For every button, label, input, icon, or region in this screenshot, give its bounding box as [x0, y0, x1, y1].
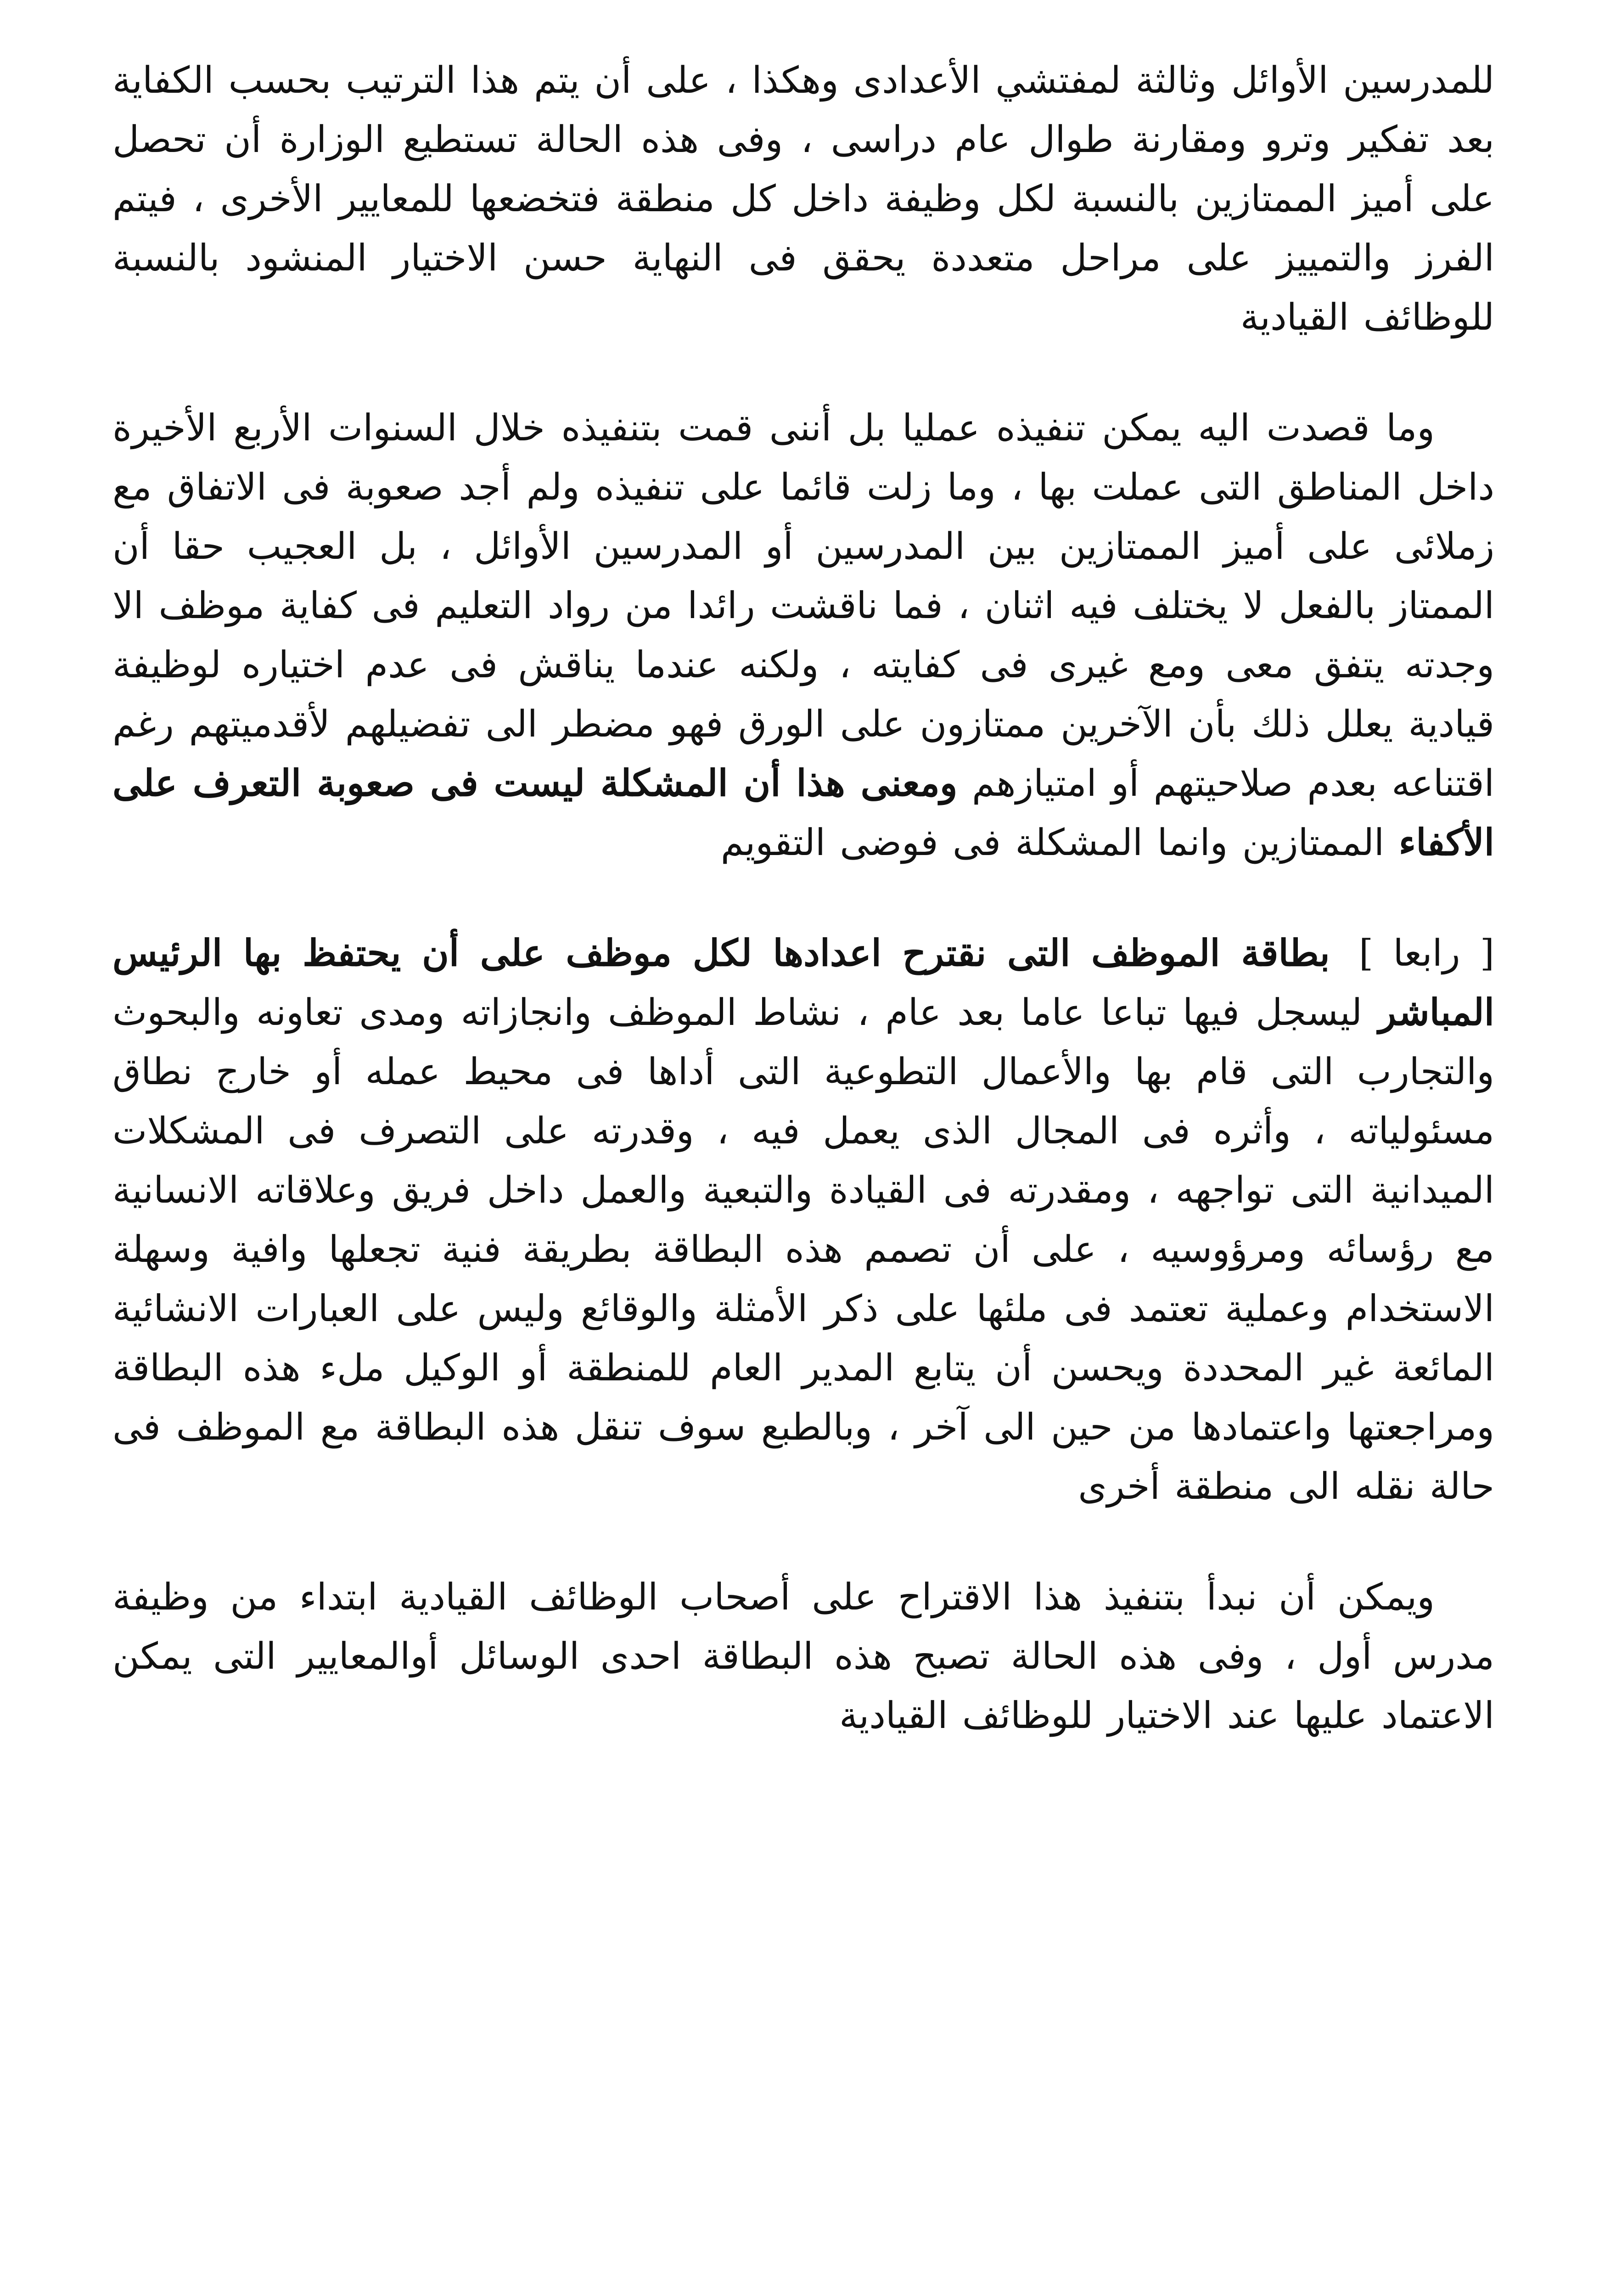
- paragraph-2: [112, 398, 1494, 872]
- paragraph-1-text: للمدرسين الأوائل وثالثة لمفتشي الأعدادى وهكذا ، على أن يتم هذا الترتيب بحسب الكفاية بعد تفكير وترو ومقارنة طوال عام دراسى ، وفى هذه الحالة تستطيع الوزارة أن تحصل على أميز الممتازين بالنسبة لكل وظيفة داخل كل منطقة فتخضعها للمعايير الأخرى ، فيتم الفرز والتمييز على مراحل متعددة يحقق فى النهاية حسن الاختيار المنشود بالنسبة للوظائف القيادية: [112, 59, 1495, 338]
- section-marker: [ رابعا ]: [1358, 932, 1495, 974]
- paragraph-1: [112, 51, 1494, 347]
- paragraph-3-text: ليسجل فيها تباعا عاما بعد عام ، نشاط الموظف وانجازاته ومدى تعاونه والبحوث والتجارب التى قام بها والأعمال التطوعية التى أداها فى محيط عمله أو خارج نطاق مسئولياته ، وأثره فى المجال الذى يعمل فيه ، وقدرته على التصرف فى المشكلات الميدانية التى تواجهه ، ومقدرته فى القيادة والتبعية والعمل داخل فريق وعلاقاته الانسانية مع رؤسائه ومرؤوسيه ، على أن تصمم هذه البطاقة بطريقة فنية تجعلها وافية وسهلة الاستخدام وعملية تعتمد فى ملئها على ذكر الأمثلة والوقائع وليس على العبارات الانشائية المائعة غير المحددة ويحسن أن يتابع المدير العام للمنطقة أو الوكيل ملء هذه البطاقة ومراجعتها واعتمادها من حين الى آخر ، وبالطبع سوف تنقل هذه البطاقة مع الموظف فى حالة نقله الى منطقة أخرى: [112, 991, 1494, 1508]
- paragraph-4-text: ويمكن أن نبدأ بتنفيذ هذا الاقتراح على أصحاب الوظائف القيادية ابتداء من وظيفة مدرس أول ، وفى هذه الحالة تصبح هذه البطاقة احدى الوسائل أوالمعايير التى يمكن الاعتماد عليها عند الاختيار للوظائف القيادية: [112, 1576, 1494, 1737]
- paragraph-2-emphasis: ومعنى هذا أن المشكلة ليست فى صعوبة التعرف على الأكفاء: [112, 761, 1494, 864]
- paragraph-4: [112, 1567, 1494, 1745]
- document-page: [112, 51, 1494, 1745]
- paragraph-3: [112, 923, 1494, 1516]
- paragraph-3-heading: بطاقة الموظف التى نقترح اعدادها لكل موظف على أن يحتفظ بها الرئيس المباشر: [112, 931, 1494, 1034]
- paragraph-2-text-end: الممتازين وانما المشكلة فى فوضى التقويم: [720, 821, 1385, 864]
- paragraph-2-text: وما قصدت اليه يمكن تنفيذه عمليا بل أننى قمت بتنفيذه خلال السنوات الأربع الأخيرة داخل المناطق التى عملت بها ، وما زلت قائما على تنفيذه ولم أجد صعوبة فى الاتفاق مع زملائى على أميز الممتازين بين المدرسين أو المدرسين الأوائل ، بل العجيب حقا أن الممتاز بالفعل لا يختلف فيه اثنان ، فما ناقشت رائدا من رواد التعليم فى كفاية موظف الا وجدته يتفق معى ومع غيرى فى كفايته ، ولكنه عندما يناقش فى عدم اختياره لوظيفة قيادية يعلل ذلك بأن الآخرين ممتازون على الورق فهو مضطر الى تفضيلهم لأقدميتهم رغم اقتناعه بعدم صلاحيتهم أو امتيازهم: [112, 406, 1495, 805]
